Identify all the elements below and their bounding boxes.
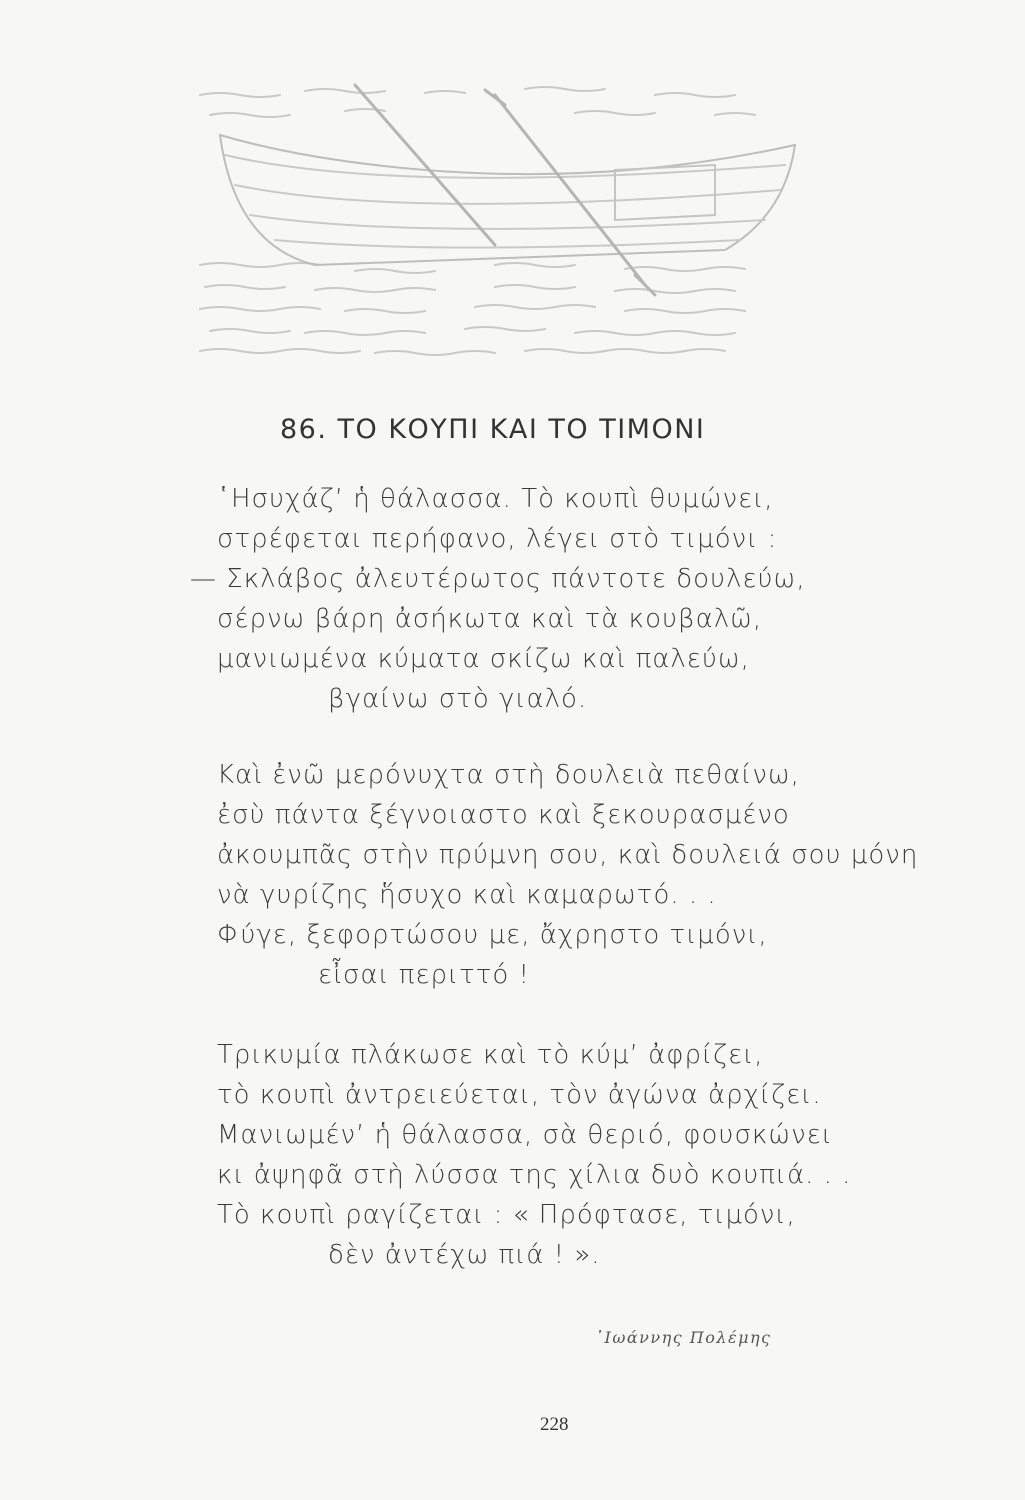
poem-line: κι ἀψηφᾶ στὴ λύσσα της χίλια δυὸ κουπιά. . . bbox=[217, 1160, 852, 1190]
poem-line: — Σκλάβος ἀλευτέρωτος πάντοτε δουλεύω, bbox=[190, 564, 806, 594]
poem-line: Καὶ ἐνῶ μερόνυχτα στὴ δουλειὰ πεθαίνω, bbox=[217, 760, 800, 790]
poem-line: Μανιωμέν’ ἡ θάλασσα, σὰ θεριό, φουσκώνει bbox=[217, 1120, 833, 1150]
author-attribution: ᾿Ιωάννης Πολέμης bbox=[595, 1328, 772, 1347]
poem-line: Τρικυμία πλάκωσε καὶ τὸ κύμ’ ἀφρίζει, bbox=[217, 1040, 764, 1070]
page-number: 228 bbox=[540, 1414, 569, 1435]
rowboat-illustration bbox=[195, 75, 805, 375]
poem-line: ἐσὺ πάντα ξέγνοιαστο καὶ ξεκουρασμένο bbox=[217, 800, 790, 830]
poem-line: εἶσαι περιττό ! bbox=[318, 960, 530, 990]
poem-line: βγαίνω στὸ γιαλό. bbox=[328, 684, 588, 714]
poem-line: τὸ κουπὶ ἀντρειεύεται, τὸν ἀγώνα ἀρχίζει. bbox=[217, 1080, 822, 1110]
poem-title: 86. ΤΟ ΚΟΥΠΙ ΚΑΙ ΤΟ ΤΙΜΟΝΙ bbox=[280, 414, 706, 445]
poem-line: ῾Ησυχάζ’ ἡ θάλασσα. Τὸ κουπὶ θυμώνει, bbox=[217, 484, 774, 514]
poem-line: στρέφεται περήφανο, λέγει στὸ τιμόνι : bbox=[217, 524, 778, 554]
poem-line: ἀκουμπᾶς στὴν πρύμνη σου, καὶ δουλειά σου μόνη bbox=[217, 840, 919, 870]
poem-line: σέρνω βάρη ἀσήκωτα καὶ τὰ κουβαλῶ, bbox=[217, 604, 763, 634]
poem-line: δὲν ἀντέχω πιά ! ». bbox=[328, 1240, 601, 1270]
poem-line: νὰ γυρίζης ἥσυχο καὶ καμαρωτό. . . bbox=[217, 880, 717, 910]
poem-line: μανιωμένα κύματα σκίζω καὶ παλεύω, bbox=[217, 644, 750, 674]
poem-line: Τὸ κουπὶ ραγίζεται : « Πρόφτασε, τιμόνι, bbox=[217, 1200, 796, 1230]
poem-line: Φύγε, ξεφορτώσου με, ἄχρηστο τιμόνι, bbox=[217, 920, 768, 950]
